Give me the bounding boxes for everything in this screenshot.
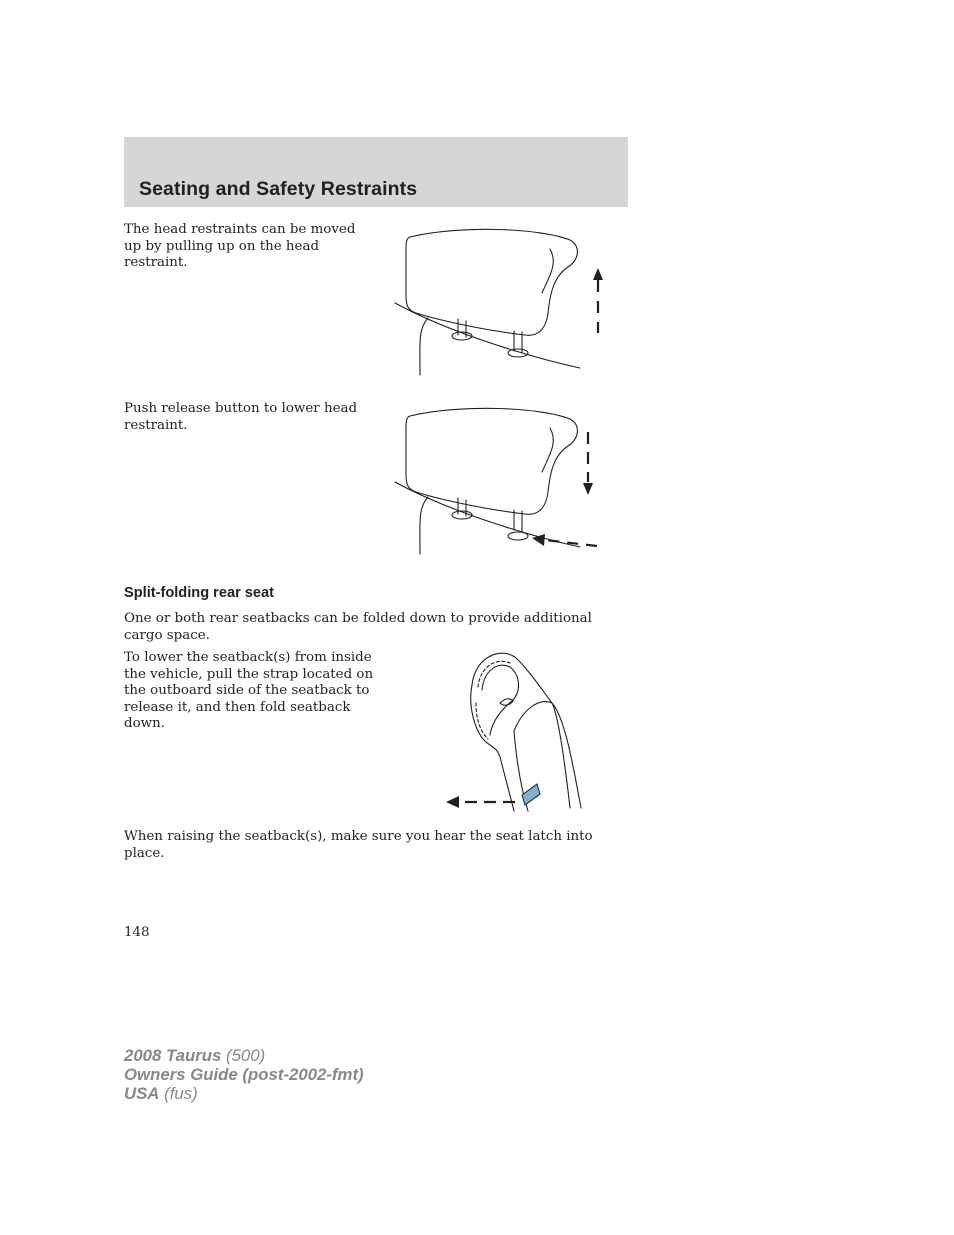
raise-seatback-text: When raising the seatback(s), make sure you hear the seat latch into place. [124, 829, 593, 861]
lower-head-restraint-text: Push release button to lower head restraint. [124, 401, 358, 433]
section-header-band [124, 137, 628, 207]
document-footer [124, 1046, 364, 1103]
split-folding-intro-text: One or both rear seatbacks can be folded down to provide additional cargo space. [124, 611, 592, 643]
page-number: 148 [124, 925, 150, 940]
strap-tab-icon [522, 784, 540, 805]
release-button-arrow-icon [532, 534, 597, 546]
seatback-strap-illustration [440, 645, 590, 815]
footer-line-market: USA (fus) [124, 1084, 198, 1103]
footer-line-guide: Owners Guide (post-2002-fmt) [124, 1065, 364, 1084]
head-restraint-lower-illustration [390, 404, 620, 559]
up-arrow-icon [593, 268, 603, 333]
footer-line-model: 2008 Taurus (500) [124, 1046, 266, 1065]
left-arrow-icon [446, 796, 515, 808]
lower-seatback-text: To lower the seatback(s) from inside the vehicle, pull the strap located on the outboard side of the seatback to release it, and then fold seatback down. [124, 650, 374, 731]
raise-head-restraint-text: The head restraints can be moved up by pulling up on the head restraint. [124, 222, 356, 270]
down-arrow-icon [583, 432, 593, 495]
split-folding-heading: Split-folding rear seat [124, 585, 275, 601]
head-restraint-raise-illustration [390, 225, 620, 380]
section-title: Seating and Safety Restraints [139, 178, 418, 200]
